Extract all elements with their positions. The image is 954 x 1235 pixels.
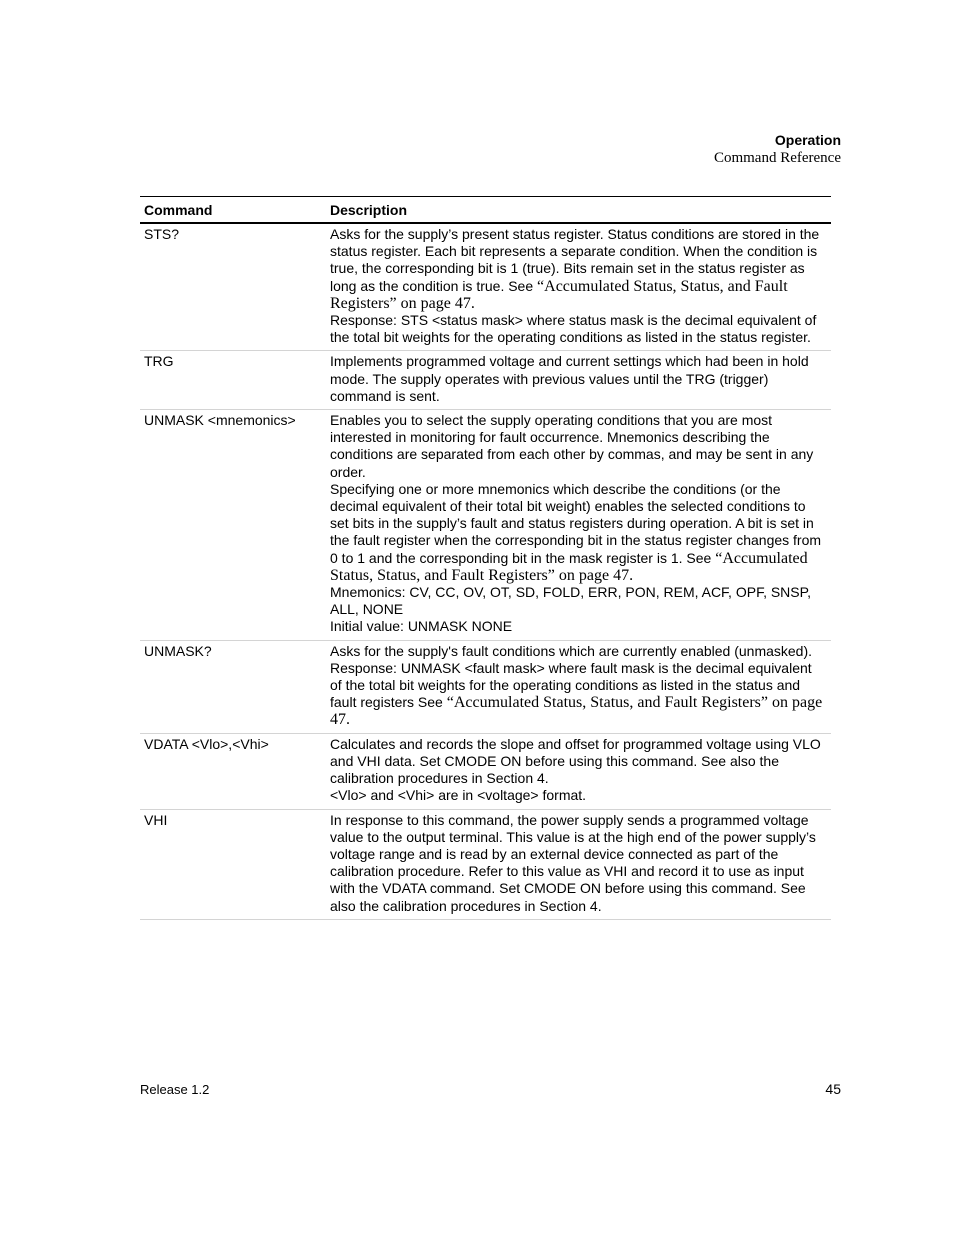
command-cell: STS? <box>140 223 326 351</box>
description-cell <box>326 733 831 809</box>
description-paragraph <box>330 412 827 481</box>
cross-reference-link[interactable]: “Accumulated Status, Status, and Fault Registers” on page 47. <box>330 549 808 584</box>
description-paragraph <box>330 736 827 788</box>
description-paragraph <box>330 353 827 405</box>
description-text: Asks for the supply’s present status register. Status conditions are stored in the status register. Each bit represents a separate condition. When the condition is true, the corresponding bit is 1 (true). Bits remain set in the status register as long as the condition is true. See <box>330 226 820 294</box>
description-paragraph <box>330 787 827 804</box>
description-text: Enables you to select the supply operating conditions that you are most interested in monitoring for fault occurrence. Mnemonics describing the conditions are separated from each other by commas, and may be sent in any order. <box>330 412 814 480</box>
page-number: 45 <box>825 1081 841 1097</box>
description-paragraph <box>330 312 827 346</box>
description-paragraph <box>330 481 827 584</box>
description-paragraph <box>330 660 827 729</box>
cross-reference-link[interactable]: “Accumulated Status, Status, and Fault Registers” on page 47. <box>330 277 788 312</box>
description-text: <Vlo> and <Vhi> are in <voltage> format. <box>330 787 587 804</box>
description-cell <box>326 351 831 410</box>
description-text: Response: UNMASK <fault mask> where fault mask is the decimal equivalent of the total bit weights for the operating conditions as listed in the status and fault registers See <box>330 659 812 711</box>
description-cell <box>326 640 831 733</box>
command-cell: UNMASK? <box>140 640 326 733</box>
table-body <box>140 223 831 919</box>
description-text: Calculates and records the slope and offset for programmed voltage using VLO and VHI data. Set CMODE ON before using this command. See also the calibration procedures in Section 4. <box>330 735 821 787</box>
table-row <box>140 640 831 733</box>
description-text: Specifying one or more mnemonics which describe the conditions (or the decimal equivalent of their total bit weight) enables the selected conditions to set bits in the supply’s fault and status registers during operation. A bit is set in the fault register when the corresponding bit in the status register changes from 0 to 1 and the corresponding bit in the mask register is 1. See <box>330 480 822 566</box>
table-row <box>140 351 831 410</box>
command-cell: TRG <box>140 351 326 410</box>
description-cell <box>326 223 831 351</box>
table-row <box>140 733 831 809</box>
cross-reference-link[interactable]: “Accumulated Status, Status, and Fault Registers” on page 47. <box>330 694 823 729</box>
command-cell: VDATA <Vlo>,<Vhi> <box>140 733 326 809</box>
table-row <box>140 410 831 641</box>
description-text: Implements programmed voltage and current settings which had been in hold mode. The supply operates with previous values until the TRG (trigger) command is sent. <box>330 353 809 404</box>
subsection-title: Command Reference <box>713 150 841 166</box>
description-text: Initial value: UNMASK NONE <box>330 618 513 635</box>
table-header-row <box>140 197 831 224</box>
table-row <box>140 223 831 351</box>
section-title: Operation <box>774 132 841 148</box>
description-text: In response to this command, the power supply sends a programmed voltage value to the output terminal. This value is at the high end of the power supply’s voltage range and is read by an external device connected as part of the calibration procedure. Refer to this value as VHI and record it to use as input with the VDATA command. Set CMODE ON before using this command. See also the calibration procedures in Section 4. <box>330 811 816 914</box>
command-table <box>140 196 831 920</box>
description-paragraph <box>330 584 827 618</box>
description-paragraph <box>330 812 827 915</box>
description-text: Response: STS <status mask> where status mask is the decimal equivalent of the total bit weights for the operating conditions as listed in the status register. <box>330 312 817 346</box>
description-text: Asks for the supply's fault conditions which are currently enabled (unmasked). <box>330 642 813 659</box>
release-label: Release 1.2 <box>140 1082 210 1097</box>
table-row <box>140 809 831 919</box>
description-paragraph <box>330 618 827 635</box>
command-cell: UNMASK <mnemonics> <box>140 410 326 641</box>
column-header-command: Command <box>140 197 326 224</box>
description-cell <box>326 410 831 641</box>
description-cell <box>326 809 831 919</box>
command-cell: VHI <box>140 809 326 919</box>
description-text: Mnemonics: CV, CC, OV, OT, SD, FOLD, ERR, PON, REM, ACF, OPF, SNSP, ALL, NONE <box>330 584 812 618</box>
page-header <box>714 131 841 167</box>
column-header-description: Description <box>326 197 831 224</box>
description-paragraph <box>330 643 827 660</box>
description-paragraph <box>330 226 827 312</box>
